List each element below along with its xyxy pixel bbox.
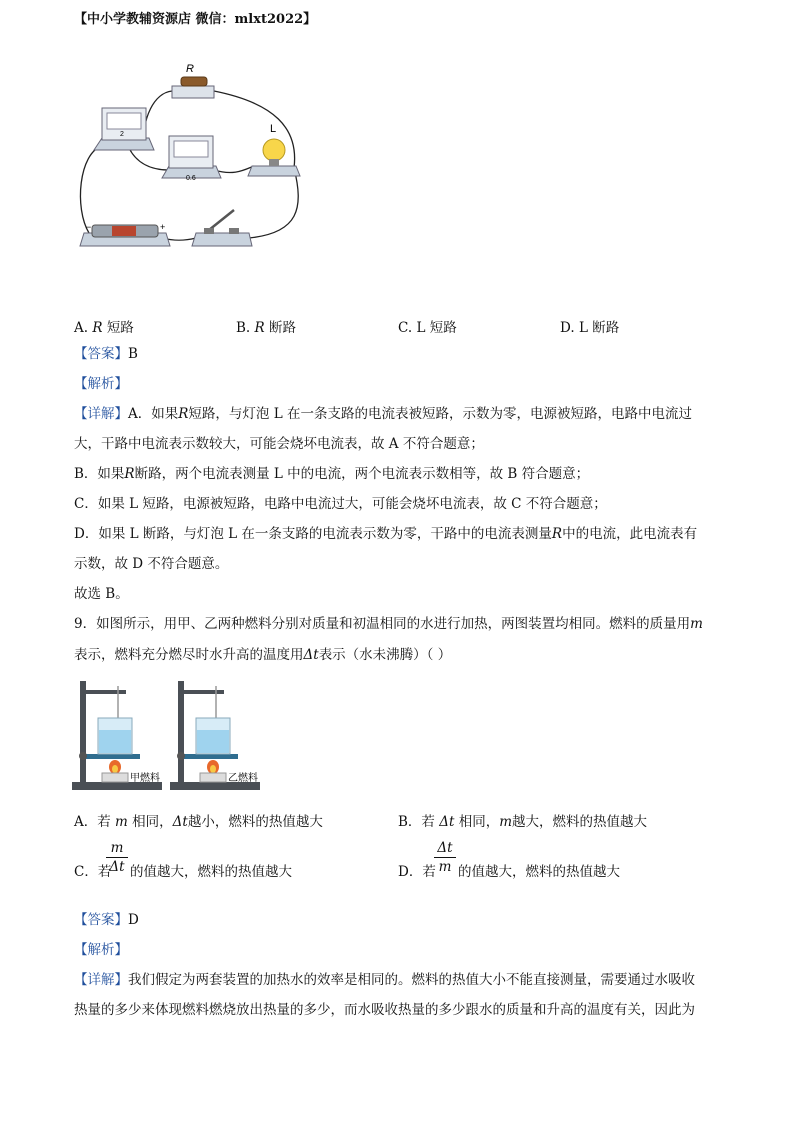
q9-option-c[interactable]: C．若 [74, 864, 112, 880]
q8-detail-line-5: D．如果 L 断路，与灯泡 L 在一条支路的电流表示数为零，干路中的电流表测量R中的电流，此电流表有 [74, 526, 698, 542]
q9-detail-line-2: 热量的多少来体现燃料燃烧放出热量的多少，而水吸收热量的多少跟水的质量和升高的温度有关，因此为 [74, 1002, 695, 1018]
q9-detail-line-1: 【详解】我们假定为两套装置的加热水的效率是相同的。燃料的热值大小不能直接测量，需要通过水吸收 [74, 972, 695, 988]
q8-option-b[interactable]: B. R 断路 [236, 320, 296, 336]
q8-analysis-tag: 【解析】 [74, 376, 128, 392]
switch-base [192, 233, 252, 246]
resistor-base [172, 86, 214, 98]
lamp-label: L [270, 123, 277, 135]
ammeter-1-reading: 2 [120, 131, 124, 138]
circuit-diagram [74, 58, 314, 258]
q8-answer: 【答案】B [74, 346, 138, 362]
q9-answer: 【答案】D [74, 912, 139, 928]
q9-option-c-text: 的值越大，燃料的热值越大 [130, 864, 292, 880]
q8-detail-line-2: 大，干路中电流表示数较大，可能会烧坏电流表，故 A 不符合题意； [74, 436, 484, 452]
svg-text:−: − [86, 222, 92, 232]
resistor [181, 77, 207, 86]
wire [214, 166, 254, 173]
heating-apparatus-figure [72, 676, 272, 794]
q8-option-a[interactable]: A. R 短路 [74, 320, 134, 336]
q8-option-c[interactable]: C. L 短路 [398, 320, 457, 336]
fuel-label-jia: 甲燃料 [130, 773, 160, 784]
q9-option-a[interactable]: A．若 m 相同，Δt越小，燃料的热值越大 [74, 814, 323, 830]
q9-analysis-tag: 【解析】 [74, 942, 128, 958]
q8-detail-line-1: 【详解】A．如果R短路，与灯泡 L 在一条支路的电流表被短路，示数为零，电源被短路，电路中电流过 [74, 406, 692, 422]
switch-lever [209, 210, 234, 230]
q9-option-d-fraction: Δt m [434, 840, 456, 875]
q8-detail-line-4: C．如果 L 短路，电源被短路，电路中电流过大，可能会烧坏电流表，故 C 不符合题意； [74, 496, 607, 512]
q9-option-d-text: 的值越大，燃料的热值越大 [458, 864, 620, 880]
svg-text:+: + [160, 222, 166, 232]
ammeter-2-reading: 0.6 [186, 175, 196, 182]
q9-option-d[interactable]: D．若 [398, 864, 436, 880]
wire [80, 146, 102, 233]
fuel-label-yi: 乙燃料 [228, 773, 258, 784]
wire [129, 148, 169, 170]
q8-detail-line-7: 故选 B。 [74, 586, 129, 602]
q9-option-b[interactable]: B．若 Δt 相同，m越大，燃料的热值越大 [398, 814, 648, 830]
q8-detail-line-6: 示数，故 D 不符合题意。 [74, 556, 229, 572]
q8-option-d[interactable]: D. L 断路 [560, 320, 620, 336]
resistor-label: R [186, 63, 194, 75]
lamp-bulb [263, 139, 285, 161]
q9-option-c-fraction: m Δt [106, 840, 128, 875]
lamp-base [248, 166, 300, 176]
q9-stem-line-1: 9．如图所示，用甲、乙两种燃料分别对质量和初温相同的水进行加热，两图装置均相同。燃料的质量用m [74, 616, 703, 632]
q8-detail-line-3: B．如果R断路，两个电流表测量 L 中的电流，两个电流表示数相等，故 B 符合题意； [74, 466, 590, 482]
wire [249, 168, 298, 238]
page-header: 【中小学教辅资源店 微信：mlxt2022】 [74, 12, 317, 27]
q9-stem-line-2: 表示，燃料充分燃尽时水升高的温度用Δt表示（水未沸腾）（ ） [74, 647, 452, 663]
